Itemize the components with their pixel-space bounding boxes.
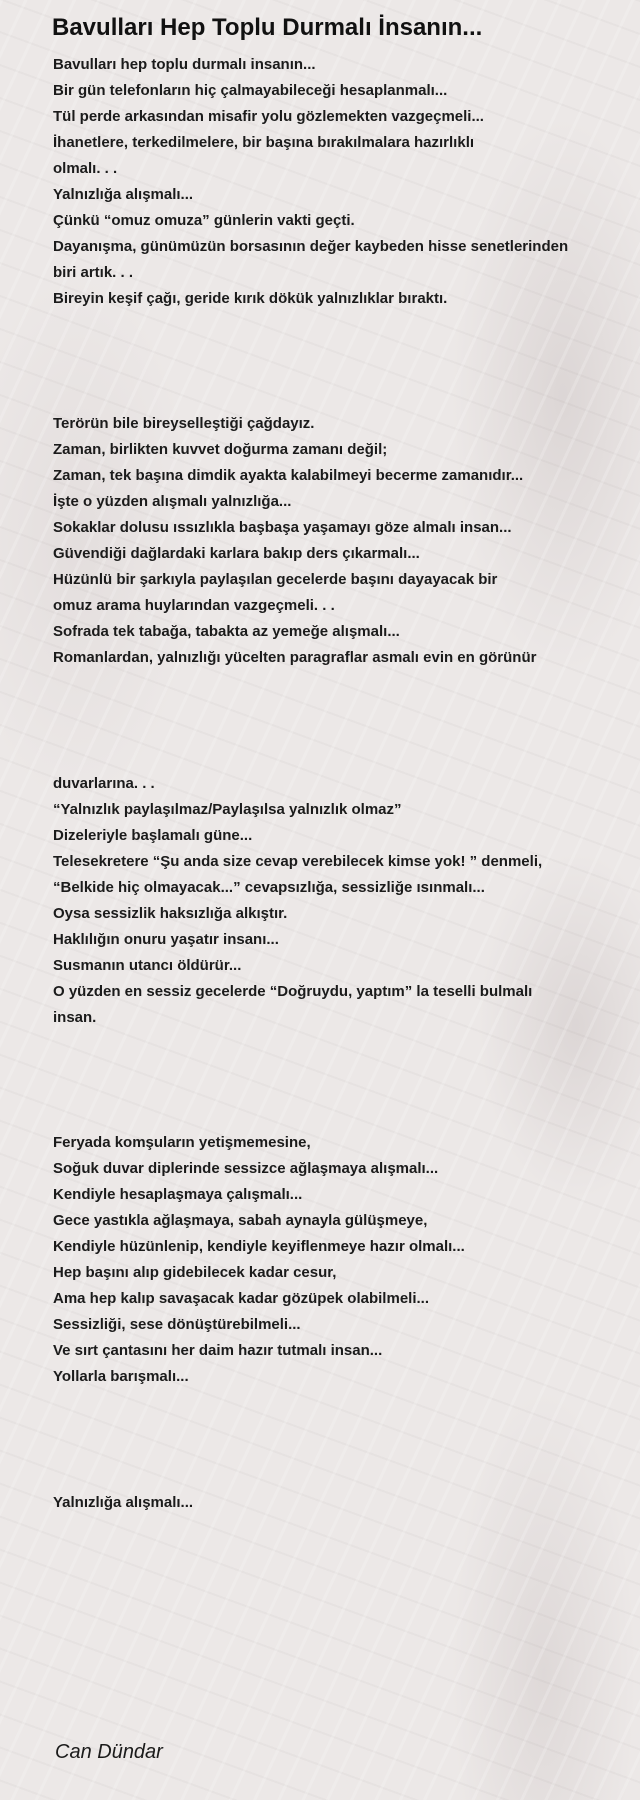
poem-line: Yalnızlığa alışmalı... [53, 186, 194, 203]
poem-line: Oysa sessizlik haksızlığa alkıştır. [53, 905, 288, 922]
poem-line: Susmanın utancı öldürür... [53, 957, 242, 974]
poem-line: Kendiyle hesaplaşmaya çalışmalı... [53, 1186, 303, 1203]
poem-line: Kendiyle hüzünlenip, kendiyle keyiflenmeye hazır olmalı... [53, 1238, 465, 1255]
poem-line: Dizeleriyle başlamalı güne... [53, 827, 253, 844]
poem-line: “Belkide hiç olmayacak...” cevapsızlığa, sessizliğe ısınmalı... [53, 879, 485, 896]
poem-line: Bireyin keşif çağı, geride kırık dökük yalnızlıklar bıraktı. [53, 290, 448, 307]
poem-line: “Yalnızlık paylaşılmaz/Paylaşılsa yalnızlık olmaz” [53, 801, 402, 818]
stanza-5 [53, 1490, 623, 1516]
stanza-1 [53, 52, 623, 312]
poem-line: Sofrada tek tabağa, tabakta az yemeğe alışmalı... [53, 623, 400, 640]
poem-line: Yollarla barışmalı... [53, 1368, 189, 1385]
poem-line: Terörün bile bireyselleştiği çağdayız. [53, 415, 315, 432]
poem-line: Zaman, birlikten kuvvet doğurma zamanı değil; [53, 441, 388, 458]
poem-line: biri artık. . . [53, 264, 134, 281]
stanza-2 [53, 411, 623, 671]
poem-line: insan. [53, 1009, 97, 1026]
poem-line: omuz arama huylarından vazgeçmeli. . . [53, 597, 335, 614]
poem-line: duvarlarına. . . [53, 775, 155, 792]
stanza-3 [53, 771, 623, 1031]
poem-line: Çünkü “omuz omuza” günlerin vakti geçti. [53, 212, 355, 229]
poem-line: İhanetlere, terkedilmelere, bir başına bırakılmalara hazırlıklı [53, 134, 475, 151]
poem-line: Ve sırt çantasını her daim hazır tutmalı insan... [53, 1342, 383, 1359]
poem-line: O yüzden en sessiz gecelerde “Doğruydu, yaptım” la teselli bulmalı [53, 983, 533, 1000]
poem-line: Yalnızlığa alışmalı... [53, 1494, 194, 1511]
poem-line: İşte o yüzden alışmalı yalnızlığa... [53, 493, 292, 510]
poem-line: Tül perde arkasından misafir yolu gözlemekten vazgeçmeli... [53, 108, 484, 125]
author-name: Can Dündar [55, 1741, 163, 1763]
poem-line: Telesekretere “Şu anda size cevap verebilecek kimse yok! ” denmeli, [53, 853, 543, 870]
poem-line: Dayanışma, günümüzün borsasının değer kaybeden hisse senetlerinden [53, 238, 569, 255]
poem-line: Bir gün telefonların hiç çalmayabileceği hesaplanmalı... [53, 82, 448, 99]
poem-line: Gece yastıkla ağlaşmaya, sabah aynayla gülüşmeye, [53, 1212, 428, 1229]
poem-title: Bavulları Hep Toplu Durmalı İnsanın... [52, 14, 483, 41]
poem-line: Güvendiği dağlardaki karlara bakıp ders çıkarmalı... [53, 545, 420, 562]
poem-line: Soğuk duvar diplerinde sessizce ağlaşmaya alışmalı... [53, 1160, 439, 1177]
poem-line: Romanlardan, yalnızlığı yücelten paragraflar asmalı evin en görünür [53, 649, 537, 666]
poem-line: Hüzünlü bir şarkıyla paylaşılan gecelerde başını dayayacak bir [53, 571, 498, 588]
poem-line: Bavulları hep toplu durmalı insanın... [53, 56, 316, 73]
poem-line: Ama hep kalıp savaşacak kadar gözüpek olabilmeli... [53, 1290, 429, 1307]
poem-line: olmalı. . . [53, 160, 118, 177]
poem-line: Haklılığın onuru yaşatır insanı... [53, 931, 279, 948]
poem-line: Sessizliği, sese dönüştürebilmeli... [53, 1316, 301, 1333]
stanza-4 [53, 1130, 623, 1390]
poem-line: Hep başını alıp gidebilecek kadar cesur, [53, 1264, 337, 1281]
poem-line: Feryada komşuların yetişmemesine, [53, 1134, 311, 1151]
poem-line: Zaman, tek başına dimdik ayakta kalabilmeyi becerme zamanıdır... [53, 467, 524, 484]
poem-line: Sokaklar dolusu ıssızlıkla başbaşa yaşamayı göze almalı insan... [53, 519, 512, 536]
